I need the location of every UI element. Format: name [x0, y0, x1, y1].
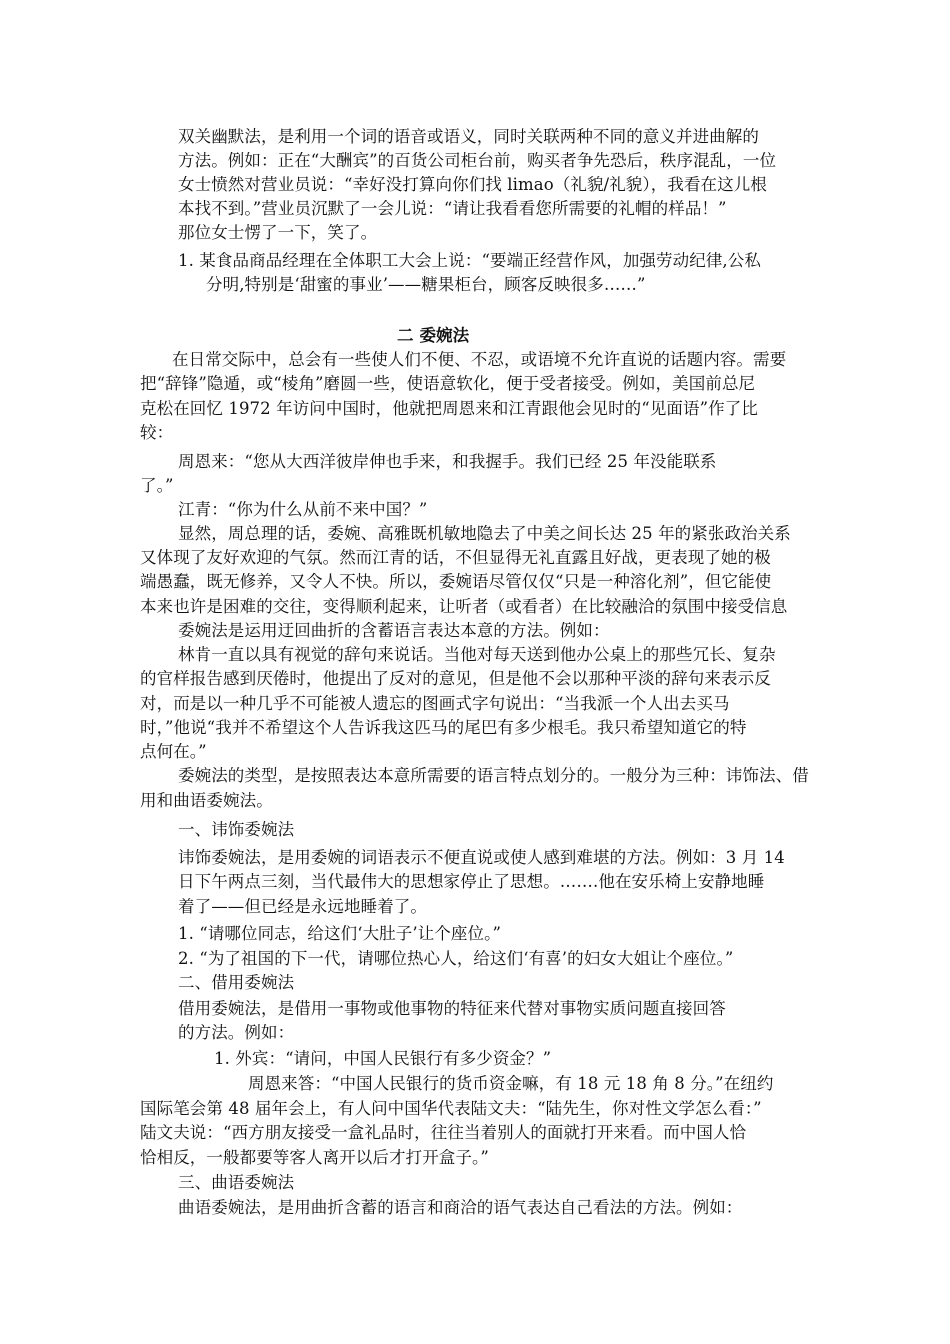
- paragraph-line: 显然，周总理的话，委婉、高雅既机敏地隐去了中美之间长达 25 年的紧张政治关系: [178, 524, 791, 543]
- subsection-heading: 三、曲语委婉法: [178, 1173, 295, 1192]
- section-heading: 二 委婉法: [397, 326, 470, 345]
- paragraph-line: 女士愤然对营业员说：“幸好没打算向你们找 limao（礼貌/礼貌），我看在这儿根: [178, 175, 767, 194]
- paragraph-line: 曲语委婉法，是用曲折含蓄的语言和商洽的语气表达自己看法的方法。例如：: [178, 1198, 743, 1217]
- paragraph-line: 讳饰委婉法，是用委婉的词语表示不便直说或使人感到难堪的方法。例如：3 月 14: [178, 848, 785, 867]
- quote-line: 周恩来：“您从大西洋彼岸伸也手来，和我握手。我们已经 25 年没能联系: [178, 452, 717, 471]
- paragraph-line: 端愚蠢，既无修养，又令人不快。所以，委婉语尽管仅仅“只是一种溶化剂”，但它能使: [140, 572, 772, 591]
- paragraph-line: 林肯一直以具有视觉的辞句来说话。当他对每天送到他办公桌上的那些冗长、复杂: [178, 645, 776, 664]
- paragraph-line: 又体现了友好欢迎的气氛。然而江青的话，不但显得无礼直露且好战，更表现了她的极: [140, 548, 771, 567]
- paragraph-line: 克松在回忆 1972 年访问中国时，他就把周恩来和江青跟他会见时的“见面语”作了比: [140, 399, 758, 418]
- paragraph-line: 着了——但已经是永远地睡着了。: [178, 897, 427, 916]
- paragraph-line: 那位女士愣了一下，笑了。: [178, 223, 378, 242]
- numbered-item-continuation: 分明,特别是‘甜蜜的事业’——糖果柜台，顾客反映很多……”: [206, 275, 646, 294]
- paragraph-line: 本找不到。”营业员沉默了一会儿说：“请让我看看您所需要的礼帽的样品！”: [178, 199, 727, 218]
- paragraph-line: 的官样报告感到厌倦时，他提出了反对的意见，但是他不会以那种平淡的辞句来表示反: [140, 669, 771, 688]
- paragraph-line: 的方法。例如：: [178, 1023, 295, 1042]
- paragraph-line: 时，”他说“我并不希望这个人告诉我这匹马的尾巴有多少根毛。我只希望知道它的特: [140, 718, 747, 737]
- paragraph-line: 国际笔会第 48 届年会上，有人问中国华代表陆文夫：“陆先生，你对性文学怎么看：”: [140, 1099, 762, 1118]
- paragraph-line: 把“辞锋”隐遁，或“棱角”磨圆一些，使语意软化，便于受者接受。例如，美国前总尼: [140, 374, 756, 393]
- subsection-heading: 二、借用委婉法: [178, 973, 295, 992]
- paragraph-line: 恰相反，一般都要等客人离开以后才打开盒子。”: [140, 1148, 489, 1167]
- paragraph-line: 点何在。”: [140, 742, 207, 761]
- paragraph-line: 在日常交际中，总会有一些使人们不便、不忍，或语境不允许直说的话题内容。需要: [172, 350, 787, 369]
- paragraph-line: 日下午两点三刻，当代最伟大的思想家停止了思想。…….他在安乐椅上安静地睡: [178, 872, 765, 891]
- paragraph-line: 陆文夫说：“西方朋友接受一盒礼品时，往往当着别人的面就打开来看。而中国人恰: [140, 1123, 747, 1142]
- numbered-item: 1. “请哪位同志，给这们‘大肚子’让个座位。”: [178, 924, 501, 943]
- subsection-heading: 一、讳饰委婉法: [178, 820, 295, 839]
- paragraph-line: 用和曲语委婉法。: [140, 791, 273, 810]
- paragraph-line: 较：: [140, 423, 174, 442]
- paragraph-line: 委婉法的类型，是按照表达本意所需要的语言特点划分的。一般分为三种：讳饰法、借: [178, 766, 809, 785]
- paragraph-line: 委婉法是运用迂回曲折的含蓄语言表达本意的方法。例如：: [178, 621, 610, 640]
- numbered-item: 2. “为了祖国的下一代，请哪位热心人，给这们‘有喜’的妇女大姐让个座位。”: [178, 949, 734, 968]
- quote-line: 江青：“你为什么从前不来中国？”: [178, 500, 428, 519]
- quote-line: 了。”: [140, 476, 174, 495]
- paragraph-line: 本来也许是困难的交往，变得顺利起来，让听者（或看者）在比较融洽的氛围中接受信息: [140, 597, 788, 616]
- paragraph-line: 方法。例如：正在“大酬宾”的百货公司柜台前，购买者争先恐后，秩序混乱，一位: [178, 151, 777, 170]
- numbered-item: 1. 某食品商品经理在全体职工大会上说：“要端正经营作风，加强劳动纪律,公私: [178, 251, 761, 270]
- numbered-item: 1. 外宾：“请问，中国人民银行有多少资金？”: [214, 1049, 552, 1068]
- quote-line: 周恩来答：“中国人民银行的货币资金嘛，有 18 元 18 角 8 分。”在纽约: [248, 1074, 774, 1093]
- paragraph-line: 对，而是以一种几乎不可能被人遗忘的图画式字句说出：“当我派一个人出去买马: [140, 694, 730, 713]
- paragraph-line: 双关幽默法，是利用一个词的语音或语义，同时关联两种不同的意义并进曲解的: [178, 127, 759, 146]
- paragraph-line: 借用委婉法，是借用一事物或他事物的特征来代替对事物实质问题直接回答: [178, 999, 726, 1018]
